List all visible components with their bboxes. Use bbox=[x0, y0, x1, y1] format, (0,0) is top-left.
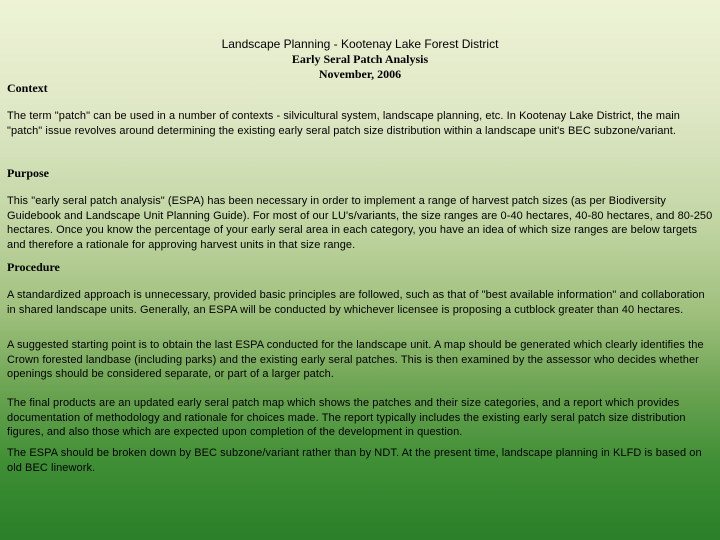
paragraph-procedure-2: A suggested starting point is to obtain the last ESPA conducted for the landscape unit. A map should be generated which clearly identifies the Crown forested landbase (including parks) and the existing early seral patches. This is then examined by the assessor who decides whether openings should be considered separate, or part of a larger patch. bbox=[7, 339, 704, 381]
document-title-block bbox=[0, 37, 720, 82]
paragraph-procedure-1: A standardized approach is unnecessary, provided basic principles are followed, such as that of "best available information" and collaboration in shared landscape units. Generally, an ESPA will be conducted by whichever licensee is proposing a cutblock greater than 40 hectares. bbox=[7, 289, 705, 316]
document-subtitle: Early Seral Patch Analysis bbox=[291, 52, 429, 66]
paragraph-context: The term "patch" can be used in a number of contexts - silvicultural system, landscape planning, etc. In Kootenay Lake District, the main "patch" issue revolves around determining the existing early seral patch size distribution within a landscape unit's BEC subzone/variant. bbox=[7, 110, 680, 137]
heading-purpose: Purpose bbox=[7, 166, 49, 180]
paragraph-procedure-4: The ESPA should be broken down by BEC subzone/variant rather than by NDT. At the present time, landscape planning in KLFD is based on old BEC linework. bbox=[7, 447, 702, 474]
heading-context: Context bbox=[7, 81, 48, 95]
document-title: Landscape Planning - Kootenay Lake Forest District bbox=[221, 37, 499, 51]
paragraph-procedure-3: The final products are an updated early seral patch map which shows the patches and their size categories, and a report which provides documentation of methodology and rationale for choices made. The report typically includes the existing early seral patch size distribution figures, and also those which are expected upon completion of the development in question. bbox=[7, 397, 686, 439]
paragraph-purpose: This "early seral patch analysis" (ESPA) has been necessary in order to implement a range of harvest patch sizes (as per Biodiversity Guidebook and Landscape Unit Planning Guide). For most of our LU's/variants, the size ranges are 0-40 hectares, 40-80 hectares, and 80-250 hectares. Once you know the percentage of your early seral area in each category, you have an idea of which size ranges are below targets and therefore a rationale for approving harvest units in that size range. bbox=[7, 195, 713, 252]
document-date: November, 2006 bbox=[318, 67, 402, 81]
heading-procedure: Procedure bbox=[7, 260, 60, 274]
